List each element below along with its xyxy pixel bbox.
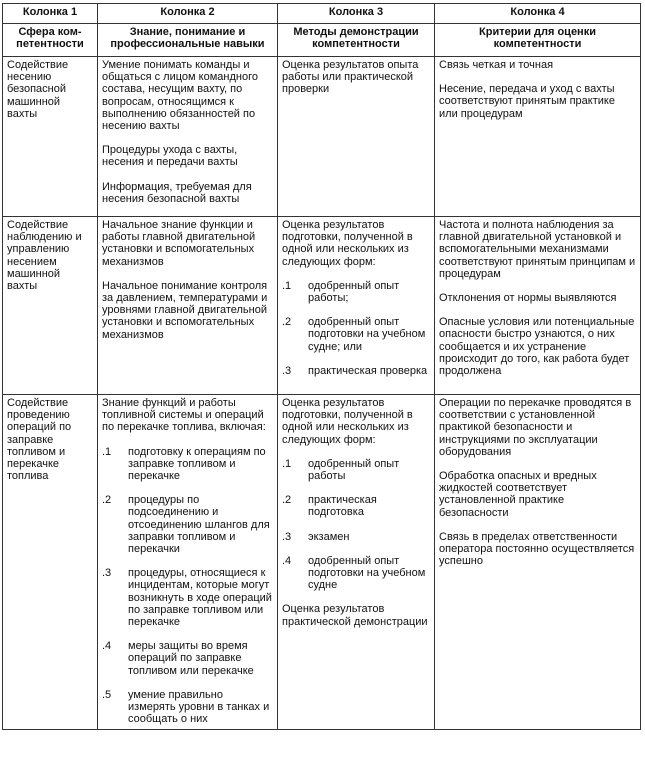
criteria-cell bbox=[435, 395, 641, 730]
methods-header: Методы демонстрации компетентности bbox=[278, 24, 435, 57]
list-item: .5 умение правильно измерять уровни в танках и сообщать о них bbox=[102, 688, 270, 726]
knowledge-cell bbox=[98, 57, 278, 217]
methods-cell bbox=[278, 217, 435, 395]
list-item: .2 процедуры по подсоединению и отсоединению шлангов для заправки топливом и перекачки bbox=[102, 494, 270, 556]
competence-cell: Содействие несению безопасной машинной вахты bbox=[3, 57, 98, 217]
knowledge-text: Умение понимать команды и общаться с лицом командного состава, несущим вахту, по вопросам, относящимся к выполнению обязанностей по несению вахты bbox=[102, 59, 258, 133]
methods-intro: Оценка результатов подготовки, полученной в одной или нескольких из следующих форм: bbox=[282, 219, 413, 268]
knowledge-intro: Знание функций и работы топливной системы и операций по перекачке топлива, включая: bbox=[102, 397, 266, 434]
criteria-cell bbox=[435, 57, 641, 217]
list-item: .1 подготовку к операциям по заправке топливом и перекачке bbox=[102, 445, 266, 483]
methods-cell: Оценка результатов опыта работы или практической проверки bbox=[278, 57, 435, 217]
column-1-header: Колонка 1 bbox=[3, 4, 98, 24]
competence-header: Сфера ком-петентности bbox=[3, 24, 98, 57]
methods-cell bbox=[278, 395, 435, 730]
column-2-header: Колонка 2 bbox=[98, 4, 278, 24]
column-title-row bbox=[3, 24, 641, 57]
knowledge-text: Начальное понимание контроля за давлением, температурами и уровнями главной двигательной установки и вспомогательных механизмов bbox=[102, 279, 268, 341]
list-item: .1 одобренный опыт работы; bbox=[282, 279, 400, 305]
list-item: .2 одобренный опыт подготовки на учебном судне; или bbox=[282, 316, 426, 353]
table-row bbox=[3, 217, 641, 395]
knowledge-cell bbox=[98, 217, 278, 395]
list-item: .3 процедуры, относящиеся к инцидентам, которые могут возникнуть в ходе операций по заправке топливом или перекачке bbox=[102, 567, 272, 629]
table-row bbox=[3, 57, 641, 217]
criteria-cell bbox=[435, 217, 641, 395]
knowledge-header: Знание, понимание и профессиональные навыки bbox=[98, 24, 278, 57]
table-row bbox=[3, 395, 641, 730]
list-item: .3 экзамен bbox=[282, 530, 350, 543]
competence-table bbox=[2, 3, 641, 730]
knowledge-text: Начальное знание функции и работы главной двигательной установки и вспомогательных механизмов bbox=[102, 219, 256, 268]
knowledge-text: Информация, требуемая для несения безопасной вахты bbox=[102, 180, 252, 205]
methods-intro: Оценка результатов подготовки, полученной в одной или нескольких из следующих форм: bbox=[282, 397, 413, 446]
criteria-text: Операции по перекачке проводятся в соответствии с установленной практикой безопасности и инструкциями по эксплуатации оборудования bbox=[439, 397, 632, 458]
criteria-text: Связь в пределах ответственности оператора постоянно осуществляется успешно bbox=[439, 530, 635, 568]
list-item: .4 меры защиты во время операций по заправке топливом или перекачке bbox=[102, 640, 254, 677]
list-item: .2 практическая подготовка bbox=[282, 494, 377, 519]
criteria-header: Критерии для оценки компетентности bbox=[435, 24, 641, 57]
column-number-row bbox=[3, 4, 641, 24]
competence-cell: Содействие наблюдению и управлению несением машинной вахты bbox=[3, 217, 98, 395]
criteria-text: Отклонения от нормы выявляются bbox=[439, 292, 617, 305]
knowledge-cell bbox=[98, 395, 278, 730]
column-4-header: Колонка 4 bbox=[435, 4, 641, 24]
list-item: .4 одобренный опыт подготовки на учебном судне bbox=[282, 554, 426, 592]
knowledge-text: Процедуры ухода с вахты, несения и передачи вахты bbox=[102, 144, 238, 169]
competence-cell: Содействие проведению операций по заправке топливом и перекачке топлива bbox=[3, 395, 98, 730]
criteria-text: Связь четкая и точная bbox=[439, 59, 554, 71]
methods-outro: Оценка результатов практической демонстрации bbox=[282, 603, 428, 628]
list-item: .3 практическая проверка bbox=[282, 364, 428, 377]
criteria-text: Несение, передача и уход с вахты соответствуют принятым практике или процедурам bbox=[439, 83, 615, 120]
criteria-text: Частота и полнота наблюдения за главной двигательной установкой и вспомогательными механизмами соответствуют принятым принципам и процедурам bbox=[439, 219, 636, 280]
criteria-text: Обработка опасных и вредных жидкостей соответствует установленной практике безопасности bbox=[439, 470, 597, 519]
column-3-header: Колонка 3 bbox=[278, 4, 435, 24]
criteria-text: Опасные условия или потенциальные опасности быстро узнаются, о них сообщается и их устранение происходит до того, как работа будет продолжена bbox=[439, 316, 635, 378]
list-item: .1 одобренный опыт работы bbox=[282, 457, 400, 483]
